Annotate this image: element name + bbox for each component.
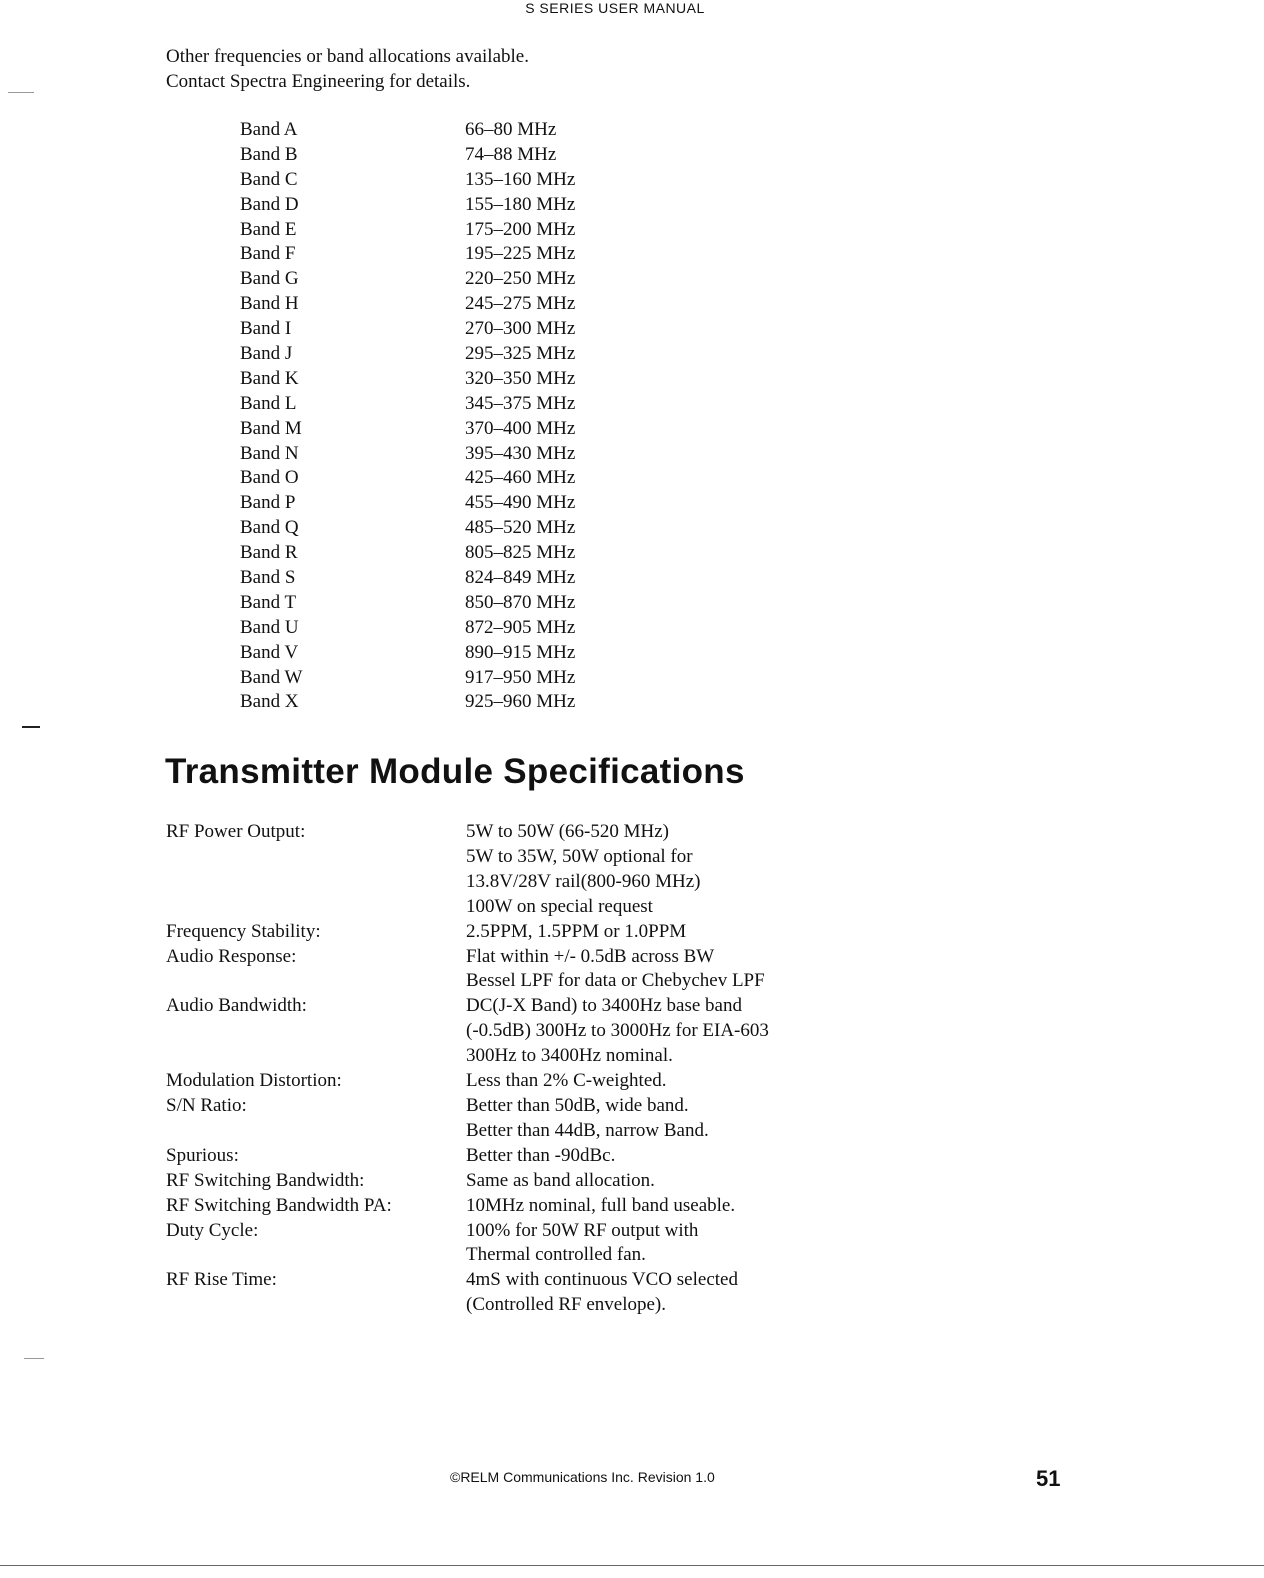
band-name: Band O [240, 467, 299, 489]
band-frequency-range: 917–950 MHz [465, 666, 576, 688]
band-name: Band G [240, 268, 299, 290]
spec-values [466, 1094, 886, 1144]
spec-row [166, 1069, 886, 1094]
band-name: Band Q [240, 517, 299, 539]
band-name: Band I [240, 318, 292, 340]
band-row [240, 541, 765, 566]
spec-label: RF Switching Bandwidth: [166, 1169, 365, 1191]
band-frequency-range: 395–430 MHz [465, 442, 576, 464]
spec-value-line: Same as band allocation. [466, 1169, 655, 1191]
band-row [240, 118, 765, 143]
band-row [240, 392, 765, 417]
scan-mark [22, 726, 40, 728]
band-row [240, 193, 765, 218]
band-row [240, 367, 765, 392]
band-frequency-range: 270–300 MHz [465, 318, 576, 340]
band-frequency-range: 345–375 MHz [465, 392, 576, 414]
page-number: 51 [1036, 1466, 1061, 1491]
spec-value-line: DC(J-X Band) to 3400Hz base band [466, 995, 742, 1017]
band-name: Band B [240, 143, 298, 165]
band-row [240, 616, 765, 641]
spec-label: RF Power Output: [166, 821, 306, 842]
band-name: Band E [240, 218, 297, 240]
spec-values [466, 1169, 886, 1194]
band-row [240, 168, 765, 193]
spec-values [466, 920, 886, 945]
band-name: Band M [240, 417, 302, 439]
intro-text [166, 44, 529, 94]
band-frequency-range: 155–180 MHz [465, 193, 576, 215]
band-row [240, 566, 765, 591]
band-row [240, 317, 765, 342]
spec-row [166, 994, 886, 1069]
band-frequency-range: 425–460 MHz [465, 467, 576, 489]
band-frequency-range: 485–520 MHz [465, 517, 576, 539]
band-frequency-range: 195–225 MHz [465, 243, 576, 265]
band-row [240, 417, 765, 442]
band-frequency-range: 220–250 MHz [465, 268, 576, 290]
band-name: Band J [240, 343, 293, 365]
band-row [240, 516, 765, 541]
band-name: Band U [240, 616, 299, 638]
spec-values [466, 1069, 886, 1094]
spec-value-line: Better than -90dBc. [466, 1144, 616, 1166]
band-row [240, 690, 765, 715]
band-frequency-range: 245–275 MHz [465, 293, 576, 315]
band-frequency-range: 320–350 MHz [465, 367, 576, 389]
spec-value-line: Better than 50dB, wide band. [466, 1094, 689, 1116]
section-title: Transmitter Module Specifications [165, 752, 745, 791]
spec-label: Duty Cycle: [166, 1219, 259, 1241]
band-frequency-range: 925–960 MHz [465, 691, 576, 713]
spec-row [166, 1268, 886, 1318]
spec-value-line: 10MHz nominal, full band useable. [466, 1194, 736, 1216]
spec-values [466, 1194, 886, 1219]
spec-values [466, 994, 886, 1069]
band-row [240, 342, 765, 367]
spec-label: S/N Ratio: [166, 1094, 247, 1116]
band-frequency-range: 175–200 MHz [465, 218, 576, 240]
band-name: Band N [240, 442, 299, 464]
band-frequency-range: 370–400 MHz [465, 417, 576, 439]
spec-value-line: 100% for 50W RF output with [466, 1219, 699, 1241]
band-name: Band W [240, 666, 303, 688]
band-row [240, 491, 765, 516]
band-name: Band T [240, 591, 297, 613]
spec-label: RF Switching Bandwidth PA: [166, 1194, 392, 1216]
scan-mark [24, 1358, 44, 1359]
band-allocation-table [240, 118, 765, 715]
band-row [240, 442, 765, 467]
band-frequency-range: 824–849 MHz [465, 567, 576, 589]
band-frequency-range: 872–905 MHz [465, 616, 576, 638]
spec-value-line: (Controlled RF envelope). [466, 1294, 666, 1316]
band-row [240, 591, 765, 616]
band-name: Band S [240, 567, 296, 589]
spec-row [166, 1219, 886, 1269]
spec-values [466, 945, 886, 995]
band-name: Band F [240, 243, 296, 265]
spec-row [166, 920, 886, 945]
band-name: Band A [240, 119, 298, 140]
spec-value-line: 5W to 35W, 50W optional for [466, 845, 693, 867]
band-name: Band P [240, 492, 296, 514]
spec-values [466, 1144, 886, 1169]
spec-label: Spurious: [166, 1144, 239, 1166]
spec-label: RF Rise Time: [166, 1269, 277, 1291]
spec-value-line: Less than 2% C-weighted. [466, 1070, 667, 1092]
band-row [240, 143, 765, 168]
spec-value-line: 300Hz to 3400Hz nominal. [466, 1045, 673, 1067]
band-row [240, 267, 765, 292]
spec-value-line: 2.5PPM, 1.5PPM or 1.0PPM [466, 920, 687, 942]
band-frequency-range: 135–160 MHz [465, 168, 576, 190]
band-row [240, 292, 765, 317]
band-name: Band X [240, 691, 299, 713]
band-frequency-range: 455–490 MHz [465, 492, 576, 514]
band-name: Band K [240, 367, 299, 389]
spec-label: Audio Bandwidth: [166, 995, 307, 1017]
spec-row [166, 1194, 886, 1219]
spec-label: Audio Response: [166, 945, 297, 967]
spec-label: Modulation Distortion: [166, 1070, 342, 1092]
spec-values [466, 1219, 886, 1269]
spec-values [466, 1268, 886, 1318]
spec-value-line: Bessel LPF for data or Chebychev LPF [466, 970, 765, 992]
footer-copyright: ©RELM Communications Inc. Revision 1.0 [450, 1469, 715, 1485]
spec-row [166, 820, 886, 920]
scan-mark [8, 92, 34, 93]
spec-row [166, 1169, 886, 1194]
spec-value-line: 13.8V/28V rail(800-960 MHz) [466, 870, 701, 892]
band-frequency-range: 74–88 MHz [465, 143, 557, 165]
band-row [240, 466, 765, 491]
band-frequency-range: 295–325 MHz [465, 343, 576, 365]
spec-row [166, 1094, 886, 1144]
transmitter-spec-table [166, 820, 886, 1318]
spec-label: Frequency Stability: [166, 920, 321, 942]
band-frequency-range: 66–80 MHz [465, 119, 557, 140]
spec-value-line: 5W to 50W (66-520 MHz) [466, 821, 669, 842]
band-row [240, 641, 765, 666]
intro-line-1: Other frequencies or band allocations available. [166, 46, 529, 67]
spec-values [466, 820, 886, 920]
spec-value-line: Better than 44dB, narrow Band. [466, 1119, 709, 1141]
spec-value-line: 4mS with continuous VCO selected [466, 1269, 738, 1291]
band-name: Band L [240, 392, 297, 414]
band-row [240, 218, 765, 243]
page-header: S SERIES USER MANUAL [525, 0, 705, 16]
band-frequency-range: 890–915 MHz [465, 641, 576, 663]
band-frequency-range: 850–870 MHz [465, 591, 576, 613]
band-name: Band H [240, 293, 299, 315]
spec-value-line: Flat within +/- 0.5dB across BW [466, 945, 715, 967]
spec-value-line: Thermal controlled fan. [466, 1244, 646, 1266]
band-row [240, 666, 765, 691]
spec-row [166, 1144, 886, 1169]
band-name: Band C [240, 168, 298, 190]
band-name: Band D [240, 193, 299, 215]
spec-value-line: 100W on special request [466, 895, 653, 917]
spec-value-line: (-0.5dB) 300Hz to 3000Hz for EIA-603 [466, 1020, 769, 1042]
bottom-edge-line [0, 1565, 1264, 1566]
band-name: Band R [240, 542, 298, 564]
band-row [240, 242, 765, 267]
spec-row [166, 945, 886, 995]
band-name: Band V [240, 641, 299, 663]
intro-line-2: Contact Spectra Engineering for details. [166, 71, 471, 92]
band-frequency-range: 805–825 MHz [465, 542, 576, 564]
